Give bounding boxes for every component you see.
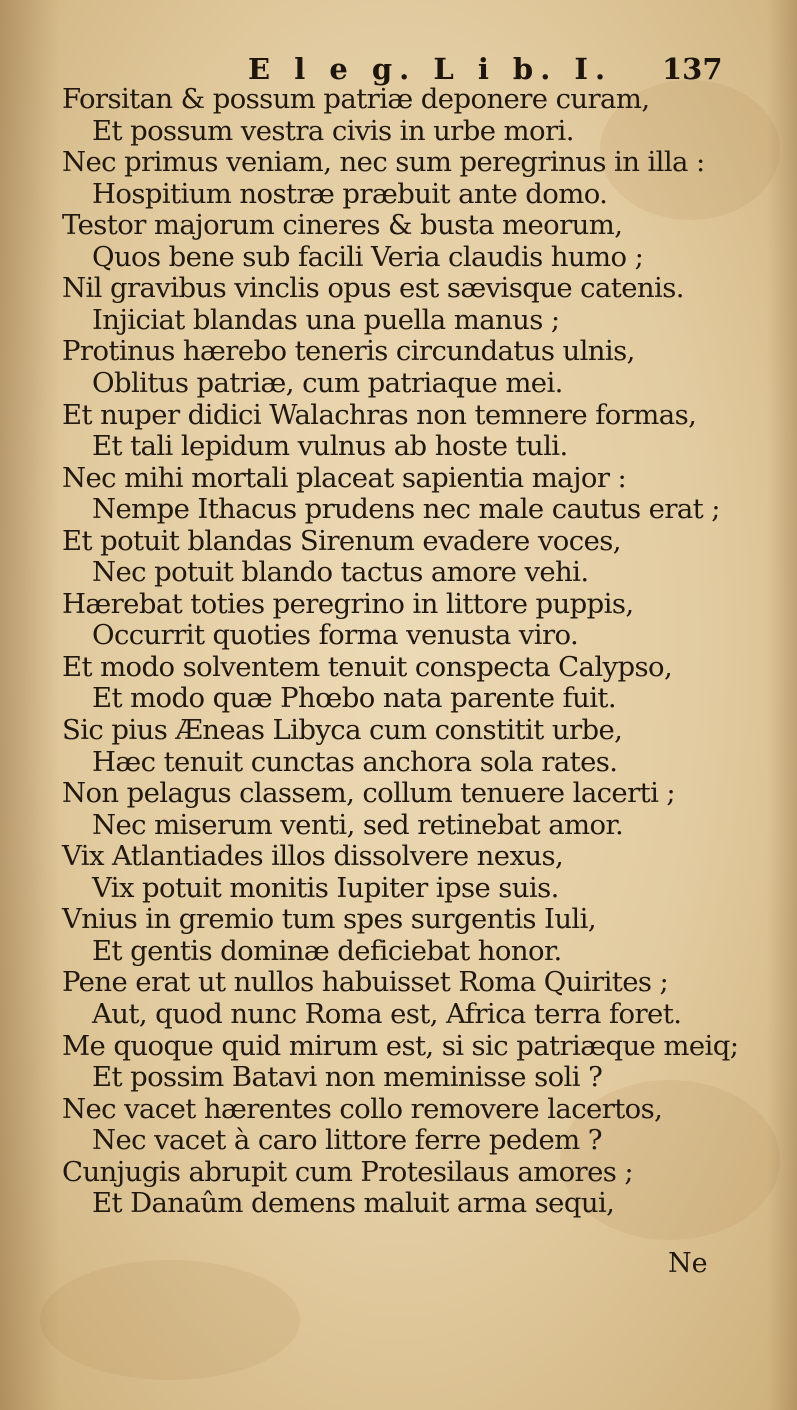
verse-line-hexameter: Protinus hærebo teneris circundatus ulnis, bbox=[62, 335, 635, 368]
running-head: E l e g. L i b. I. bbox=[248, 52, 613, 86]
verse-line-hexameter: Testor majorum cineres & busta meorum, bbox=[62, 209, 623, 242]
verse-line-hexameter: Et modo solventem tenuit conspecta Calypso, bbox=[62, 650, 673, 683]
verse-line-hexameter: Forsitan & possum patriæ deponere curam, bbox=[62, 83, 650, 115]
verse-line-hexameter: Cunjugis abrupit cum Protesilaus amores ; bbox=[62, 1155, 634, 1188]
verse-line-hexameter: Nec primus veniam, nec sum peregrinus in illa : bbox=[62, 146, 705, 179]
verse-line-hexameter: Hærebat toties peregrino in littore puppis, bbox=[62, 587, 634, 620]
verse-line-pentameter: Occurrit quoties forma venusta viro. bbox=[92, 619, 579, 652]
verse-line-pentameter: Hæc tenuit cunctas anchora sola rates. bbox=[92, 745, 618, 778]
verse-line-hexameter: Nil gravibus vinclis opus est sævisque catenis. bbox=[62, 272, 684, 305]
verse-line-pentameter: Nec miserum venti, sed retinebat amor. bbox=[92, 808, 624, 841]
verse-line-pentameter: Oblitus patriæ, cum patriaque mei. bbox=[92, 366, 563, 399]
page-edge-shadow bbox=[767, 0, 797, 1410]
verse-line-pentameter: Injiciat blandas una puella manus ; bbox=[92, 303, 560, 336]
verse-line-pentameter: Vix potuit monitis Iupiter ipse suis. bbox=[92, 871, 559, 904]
verse-line-pentameter: Nec vacet à caro littore ferre pedem ? bbox=[92, 1124, 602, 1157]
verse-line-pentameter: Et Danaûm demens maluit arma sequi, bbox=[92, 1187, 615, 1220]
verse-line-hexameter: Nec mihi mortali placeat sapientia major : bbox=[62, 461, 627, 494]
paper-stain bbox=[40, 1260, 300, 1380]
verse-line-hexameter: Vix Atlantiades illos dissolvere nexus, bbox=[62, 840, 564, 873]
verse-line-hexameter: Vnius in gremio tum spes surgentis Iuli, bbox=[62, 903, 596, 936]
verse-line-pentameter: Et possum vestra civis in urbe mori. bbox=[92, 114, 574, 147]
verse-line-hexameter: Et nuper didici Walachras non temnere formas, bbox=[62, 398, 697, 431]
verse-line-pentameter: Et gentis dominæ deficiebat honor. bbox=[92, 934, 562, 967]
verse-line-pentameter: Aut, quod nunc Roma est, Africa terra foret. bbox=[92, 997, 682, 1030]
verse-line-pentameter: Nempe Ithacus prudens nec male cautus erat ; bbox=[92, 493, 720, 526]
verse-line-pentameter: Et tali lepidum vulnus ab hoste tuli. bbox=[92, 430, 568, 463]
catchword: Ne bbox=[668, 1248, 708, 1279]
verse-line-hexameter: Pene erat ut nullos habuisset Roma Quirites ; bbox=[62, 966, 669, 999]
verse-line-hexameter: Non pelagus classem, collum tenuere lacerti ; bbox=[62, 777, 676, 810]
verse-line-pentameter: Hospitium nostræ præbuit ante domo. bbox=[92, 177, 608, 210]
verse-line-hexameter: Sic pius Æneas Libyca cum constitit urbe, bbox=[62, 714, 623, 746]
gutter-shadow bbox=[0, 0, 60, 1410]
verse-line-pentameter: Et modo quæ Phœbo nata parente fuit. bbox=[92, 682, 616, 715]
verse-line-hexameter: Et potuit blandas Sirenum evadere voces, bbox=[62, 524, 621, 557]
verse-line-pentameter: Quos bene sub facili Veria claudis humo ; bbox=[92, 240, 644, 273]
verse-line-hexameter: Me quoque quid mirum est, si sic patriæque meiq; bbox=[62, 1029, 739, 1062]
verse-line-pentameter: Et possim Batavi non meminisse soli ? bbox=[92, 1061, 603, 1094]
verse-line-hexameter: Nec vacet hærentes collo removere lacertos, bbox=[62, 1092, 663, 1125]
page-number: 137 bbox=[662, 52, 723, 86]
verse-line-pentameter: Nec potuit blando tactus amore vehi. bbox=[92, 556, 589, 589]
